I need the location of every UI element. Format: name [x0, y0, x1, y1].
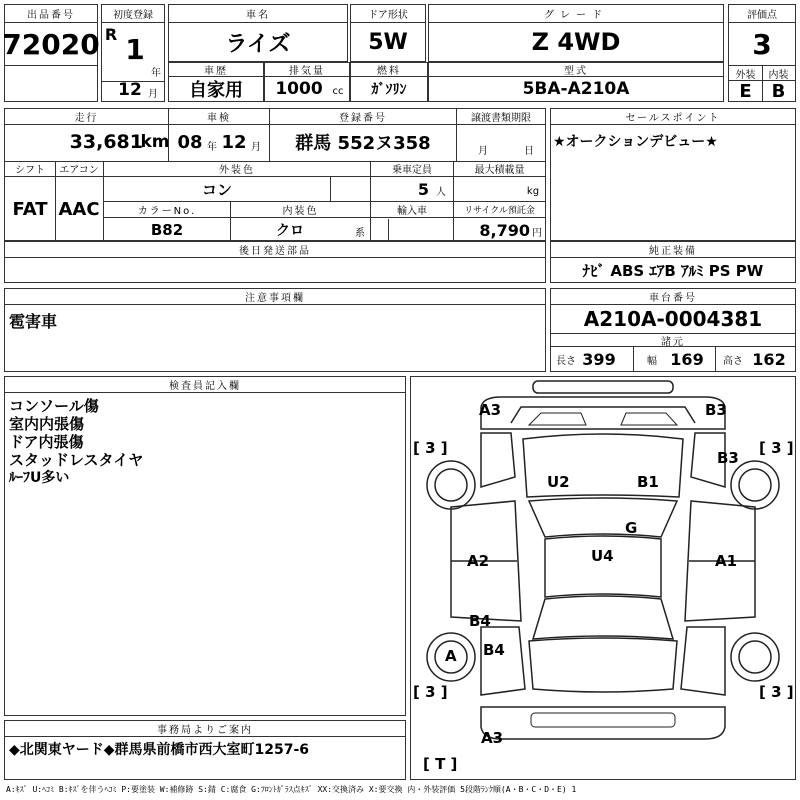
fuel-label: 燃料	[351, 63, 427, 77]
tire-tread-rl: [ 3 ]	[413, 683, 448, 701]
model-code: 5BA-A210A	[522, 79, 630, 99]
registration-year: 1	[125, 32, 145, 66]
registration-number: 群馬 552ヌ358	[295, 133, 431, 154]
import-label: 輸入車	[371, 202, 453, 218]
kg-unit: kg	[526, 185, 540, 197]
registration-number-label: 登録番号	[270, 109, 456, 125]
max-load-label: 最大積載量	[454, 161, 545, 177]
fuel: ｶﾞｿﾘﾝ	[371, 82, 407, 98]
width: 169	[670, 349, 704, 369]
inspector-note: ﾙｰﾌU多い	[9, 470, 70, 486]
later-parts-label: 後日発送部品	[5, 242, 545, 258]
caution-box	[4, 288, 546, 372]
exterior-color-label: 外装色	[104, 161, 370, 177]
exterior-score: E	[739, 80, 752, 102]
car-outline-diagram	[411, 377, 795, 779]
month-unit: 月	[148, 88, 158, 100]
person-unit: 人	[436, 186, 446, 198]
spare-tire: [ T ]	[423, 755, 458, 773]
recycle-fee-label: リサイクル預託金	[454, 202, 545, 218]
recycle-fee: 8,790	[479, 220, 530, 240]
door-type-label: ドア形状	[351, 5, 425, 23]
aircon-label: エアコン	[55, 161, 103, 177]
damage-mark-rear-bumper: A3	[481, 729, 504, 747]
tire-tread-rr: [ 3 ]	[759, 683, 794, 701]
damage-mark-hood-right: B1	[637, 473, 659, 491]
lot-number-label: 出品番号	[5, 5, 97, 23]
inspector-note: コンソール傷	[9, 397, 99, 415]
caution-text: 雹害車	[9, 312, 58, 331]
left-quarter-shape	[481, 627, 525, 695]
score-label: 評価点	[729, 5, 795, 23]
grade-box	[428, 4, 724, 62]
damage-mark-front-left: A3	[479, 401, 502, 419]
damage-mark-right-door: A1	[715, 552, 738, 570]
front-bumper-shape	[533, 381, 673, 393]
chassis-number: A210A-0004381	[583, 307, 763, 331]
grade-label: グレード	[429, 5, 723, 23]
caution-label: 注意事項欄	[5, 289, 545, 305]
model-code-box	[428, 62, 724, 102]
damage-mark-left-door: A2	[467, 552, 490, 570]
shift: FAT	[12, 198, 48, 220]
tire-tread-fr: [ 3 ]	[759, 439, 794, 457]
damage-mark-rear-left-wheel: A	[445, 647, 457, 665]
specs-label: 諸元	[551, 333, 795, 347]
genuine-equipment-label: 純正装備	[551, 242, 795, 258]
genuine-equipment: ﾅﾋﾞ ABS ｴｱB ｱﾙﾐ PS PW	[582, 261, 764, 280]
wheel-rr-shape	[731, 633, 779, 681]
color-number: B82	[150, 221, 184, 239]
era: R	[104, 24, 118, 44]
interior-color-label: 内装色	[231, 202, 370, 218]
model-code-label: 型式	[429, 63, 723, 77]
transfer-deadline-label: 譲渡書類期限	[457, 109, 545, 125]
damage-mark-windshield: G	[625, 519, 638, 537]
mileage-label: 走行	[5, 109, 168, 125]
chassis-number-label: 車台番号	[551, 289, 795, 305]
registration-month: 12	[118, 80, 142, 100]
door-type-box	[350, 4, 426, 62]
height-label: 高さ	[723, 355, 743, 367]
sales-point: ★オークションデビュー★	[553, 134, 718, 150]
windshield-shape	[529, 498, 677, 537]
roof-shape	[545, 536, 661, 597]
office-info: ◆北関東ヤード◆群馬県前橋市西大室町1257-6	[9, 742, 310, 758]
right-quarter-shape	[681, 627, 725, 695]
km-unit: km	[140, 132, 170, 152]
car-name: ライズ	[225, 31, 291, 57]
first-registration-label: 初度登録	[102, 5, 164, 23]
kei-unit: 系	[355, 227, 365, 239]
wheel-fl-shape	[427, 461, 475, 509]
interior-label: 内装	[768, 69, 789, 81]
damage-mark-rear-left-quarter: B4	[483, 641, 505, 659]
inspector-note: ドア内張傷	[9, 433, 84, 451]
height: 162	[752, 349, 786, 369]
cc-unit: cc	[332, 85, 344, 97]
damage-mark-right-fender: B3	[717, 449, 739, 467]
inspector-note: スタッドレスタイヤ	[9, 451, 144, 469]
damage-mark-rear-left-quarter: B4	[469, 612, 491, 630]
fuel-box	[350, 62, 428, 102]
wheel-fr-shape	[731, 461, 779, 509]
door-type: 5W	[368, 29, 408, 55]
length-label: 長さ	[556, 355, 576, 367]
later-parts-box	[4, 241, 546, 283]
exterior-color: コン	[201, 180, 232, 199]
interior-color: クロ	[276, 223, 304, 239]
rear-hatch-shape	[529, 638, 677, 692]
transfer-day-unit: 日	[524, 145, 534, 157]
score-box	[728, 4, 796, 102]
sales-point-box	[550, 108, 796, 241]
vehicle-history: 自家用	[189, 80, 243, 101]
interior-score: B	[771, 80, 786, 102]
car-name-box	[168, 4, 348, 62]
inspection-year-unit: 年	[207, 141, 217, 153]
overall-score: 3	[752, 27, 772, 61]
mileage: 33,681	[69, 131, 143, 153]
tire-tread-fl: [ 3 ]	[413, 439, 448, 457]
inspector-notes-label: 検査員記入欄	[5, 377, 405, 393]
rear-glass-shape	[533, 596, 673, 639]
history-box	[168, 62, 264, 102]
genuine-equipment-box	[550, 241, 796, 283]
color-number-label: カラーNo.	[104, 202, 230, 218]
inspector-notes-box	[4, 376, 406, 716]
displacement-box	[264, 62, 350, 102]
length: 399	[582, 349, 616, 369]
office-info-box	[4, 720, 406, 780]
car-name-label: 車名	[169, 5, 347, 23]
width-label: 幅	[647, 355, 657, 367]
damage-mark-roof: U4	[591, 547, 614, 565]
damage-mark-hood-left: U2	[547, 473, 570, 491]
chassis-box	[550, 288, 796, 372]
legend: A:ｷｽﾞ U:ﾍｺﾐ B:ｷｽﾞを伴うﾍｺﾐ P:要塗装 W:補修跡 S:錆 C:腐食 G:ﾌﾛﾝﾄｶﾞﾗｽ点ｷｽﾞ XX:交換済み X:要交換 内・外装評価 5段階ﾗﾝｸ順(A・B・C・D・E) 1	[6, 785, 577, 794]
displacement: 1000	[275, 79, 323, 99]
history-label: 車歴	[169, 63, 263, 77]
lot-number: 72020	[2, 27, 100, 61]
grade: Z 4WD	[531, 28, 621, 56]
year-unit: 年	[151, 67, 161, 79]
inspection-label: 車検	[169, 109, 269, 125]
sales-point-label: セールスポイント	[551, 109, 795, 125]
exterior-label: 外装	[735, 69, 756, 81]
spec-table	[4, 108, 546, 241]
inspection-month-unit: 月	[251, 141, 261, 153]
rear-bumper-shape	[481, 707, 725, 739]
lot-number-box	[4, 4, 98, 102]
displacement-label: 排気量	[265, 63, 349, 77]
office-info-label: 事務局よりご案内	[5, 721, 405, 737]
capacity-label: 乗車定員	[371, 161, 453, 177]
shift-label: シフト	[5, 161, 55, 177]
damage-diagram-box	[410, 376, 796, 780]
yen-unit: 円	[532, 227, 542, 239]
damage-mark-front-right: B3	[705, 401, 727, 419]
left-front-fender-shape	[481, 433, 515, 487]
inspection-month: 12	[221, 131, 247, 153]
capacity: 5	[417, 179, 429, 199]
transfer-month-unit: 月	[478, 145, 488, 157]
inspection-year: 08	[177, 131, 203, 153]
inspector-note: 室内内張傷	[9, 415, 85, 433]
aircon: AAC	[58, 198, 100, 220]
